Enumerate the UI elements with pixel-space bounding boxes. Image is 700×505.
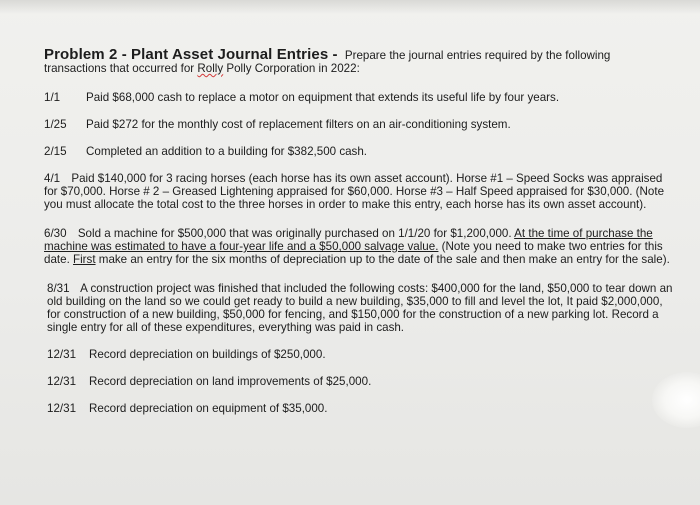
entry-date: 6/30 <box>44 227 67 240</box>
entry-date: 12/31 <box>47 348 77 361</box>
entry-text: Record depreciation on equipment of $35,000. <box>89 402 328 415</box>
entry-date: 1/1 <box>44 91 61 104</box>
company-name-word: Rolly <box>197 62 224 75</box>
entry-text: Record depreciation on land improvements of $25,000. <box>89 375 372 388</box>
entry-text: Paid $272 for the monthly cost of replacement filters on an air-conditioning system. <box>86 118 511 131</box>
entry-text-b: (Note you need to make two entries for this date. <box>44 240 663 266</box>
title-line <box>44 48 674 62</box>
transaction-entry <box>44 145 674 158</box>
entry-text-a: Sold a machine for $500,000 that was originally purchased on 1/1/20 for $1,200,000. <box>77 227 515 240</box>
entry-date: 12/31 <box>47 375 77 388</box>
transaction-entry <box>44 227 674 266</box>
transaction-entry <box>47 375 674 388</box>
problem-content <box>44 48 674 429</box>
transaction-entry <box>44 91 674 104</box>
entry-text: Completed an addition to a building for $382,500 cash. <box>86 145 368 158</box>
entry-text: Record depreciation on buildings of $250,000. <box>89 348 326 361</box>
entry-date: 2/15 <box>44 145 67 158</box>
transaction-entry <box>47 348 674 361</box>
entry-text: Paid $140,000 for 3 racing horses (each horse has its own asset account). Horse #1 – Speed Socks was appraised for $70,000. Horse # 2 – Greased Lightening appraised for $60,000. Horse #3 – Half Speed appraised for $30,000. (Note you must allocate the total cost to the three horses in order to make this entry, each horse has its own asset account). <box>44 172 665 211</box>
entry-text: A construction project was finished that included the following costs: $400,000 for the land, $50,000 to tear down an old building on the land so we could get ready to build a new building, $35,000 to fill and level the lot, It paid $2,000,000, for construction of a new building, $50,000 for fencing, and $150,000 for the construction of a new parking lot. Record a single entry for all of these expenditures, everything was paid in cash. <box>47 282 673 334</box>
entry-text-first: First <box>73 253 96 266</box>
entry-text-underlined: At the time of purchase the machine was estimated to have a four-year life and a $50,000 salvage value. <box>44 227 653 253</box>
instruction-text-a: transactions that occurred for <box>44 62 198 75</box>
problem-header <box>44 48 674 75</box>
transaction-entry <box>47 402 674 415</box>
entry-date: 12/31 <box>47 402 77 415</box>
entry-date: 4/1 <box>44 172 61 185</box>
page-shadow <box>0 0 700 14</box>
instruction-text-b: Polly Corporation in 2022: <box>223 62 360 75</box>
entry-date: 1/25 <box>44 118 67 131</box>
entry-date: 8/31 <box>47 282 70 295</box>
transaction-entry <box>44 118 674 131</box>
problem-title: Problem 2 - Plant Asset Journal Entries - <box>44 46 338 63</box>
entry-text-c: make an entry for the six months of depreciation up to the date of the sale and then make an entry for the sale). <box>95 253 670 266</box>
problem-instruction: Prepare the journal entries required by the following <box>344 49 611 62</box>
entry-text: Paid $68,000 cash to replace a motor on equipment that extends its useful life by four years. <box>86 91 560 104</box>
instruction-line-2 <box>44 62 674 75</box>
transaction-entry <box>47 282 674 334</box>
transaction-entry <box>44 172 674 211</box>
